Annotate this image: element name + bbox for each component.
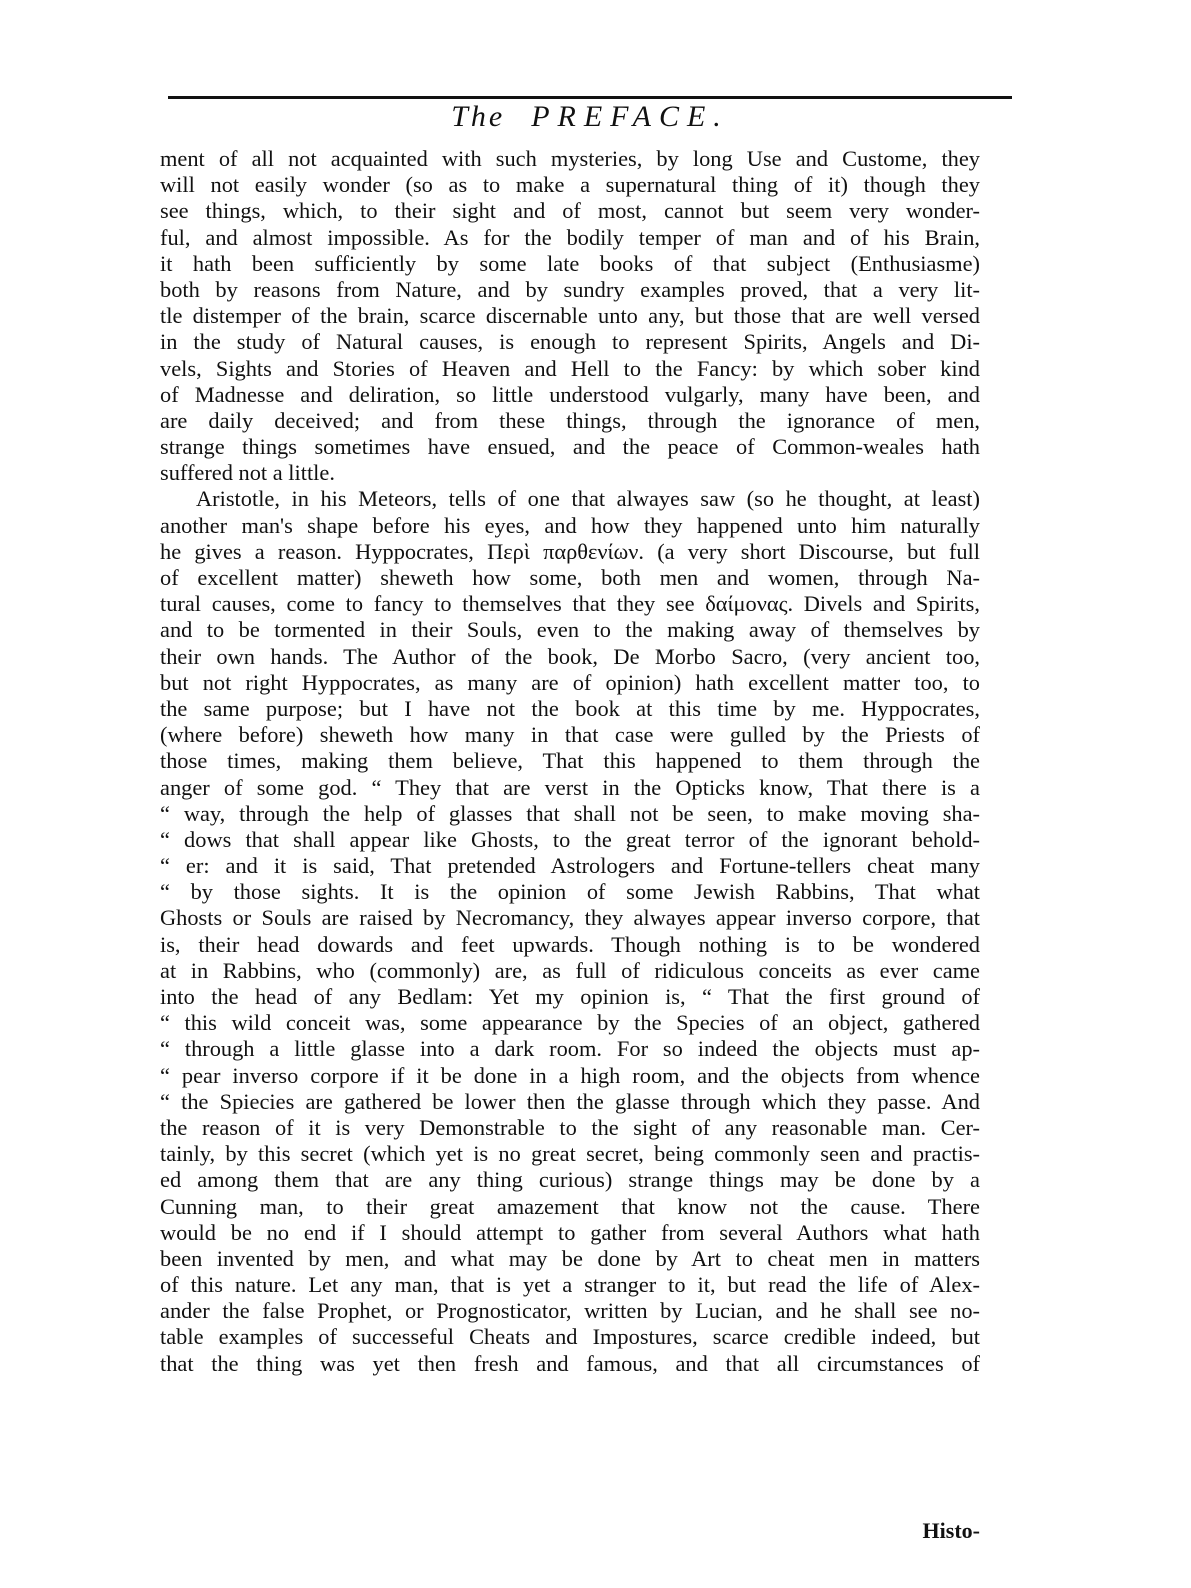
text-line: into the head of any Bedlam: Yet my opinion is, “ That the first ground of	[160, 984, 980, 1009]
header-rule	[168, 96, 1012, 99]
text-line: of Madnesse and deliration, so little understood vulgarly, many have been, and	[160, 381, 980, 407]
text-line: the same purpose; but I have not the book at this time by me. Hyppocrates,	[160, 695, 980, 721]
text-line: ed among them that are any thing curious) strange things may be done by a	[160, 1167, 980, 1193]
text-line: it hath been sufficiently by some late books of that subject (Enthusiasme)	[160, 250, 980, 276]
running-header	[168, 100, 1012, 134]
text-line: of this nature. Let any man, that is yet a stranger to it, but read the life of Alex-	[160, 1272, 980, 1298]
text-line: see things, which, to their sight and of most, cannot but seem very wonder-	[160, 198, 980, 224]
text-line: Aristotle, in his Meteors, tells of one that alwayes saw (so he thought, at least)	[196, 486, 980, 512]
text-line: “ er: and it is said, That pretended Astrologers and Fortune-tellers cheat many	[160, 853, 980, 879]
text-line: vels, Sights and Stories of Heaven and Hell to the Fancy: by which sober kind	[160, 355, 980, 381]
text-line: “ through a little glasse into a dark room. For so indeed the objects must ap-	[160, 1036, 980, 1062]
text-line: is, their head dowards and feet upwards. Though nothing is to be wondered	[160, 931, 980, 957]
text-line: “ the Spiecies are gathered be lower then the glasse through which they passe. And	[160, 1088, 980, 1114]
catchword: Histo-	[922, 1518, 980, 1543]
text-line: “ dows that shall appear like Ghosts, to the great terror of the ignorant behold-	[160, 826, 980, 852]
body-text	[160, 146, 980, 1377]
text-line: and to be tormented in their Souls, even to the making away of themselves by	[160, 617, 980, 643]
text-line: been invented by men, and what may be done by Art to cheat men in matters	[160, 1245, 980, 1271]
text-line: he gives a reason. Hyppocrates, Περὶ παρθενίων. (a very short Discourse, but full	[160, 538, 980, 564]
text-line: will not easily wonder (so as to make a supernatural thing of it) though they	[160, 172, 980, 198]
text-line: “ this wild conceit was, some appearance by the Species of an object, gathered	[160, 1010, 980, 1036]
text-line: that the thing was yet then fresh and famous, and that all circumstances of	[160, 1350, 980, 1376]
text-line: another man's shape before his eyes, and how they happened unto him naturally	[160, 512, 980, 538]
text-line: ander the false Prophet, or Prognosticator, written by Lucian, and he shall see no-	[160, 1298, 980, 1324]
text-line: are daily deceived; and from these things, through the ignorance of men,	[160, 407, 980, 433]
text-line: (where before) sheweth how many in that case were gulled by the Priests of	[160, 722, 980, 748]
text-line: Cunning man, to their great amazement that know not the cause. There	[160, 1193, 980, 1219]
text-line: “ way, through the help of glasses that shall not be seen, to make moving sha-	[160, 800, 980, 826]
header-title: PREFACE.	[531, 100, 729, 133]
text-line: at in Rabbins, who (commonly) are, as full of ridiculous conceits as ever came	[160, 957, 980, 983]
header-the: The	[451, 100, 506, 133]
text-line: “ pear inverso corpore if it be done in a high room, and the objects from whence	[160, 1062, 980, 1088]
text-line: both by reasons from Nature, and by sundry examples proved, that a very lit-	[160, 276, 980, 302]
text-line: tural causes, come to fancy to themselves that they see δαίμονας. Divels and Spirits,	[160, 591, 980, 617]
text-line: their own hands. The Author of the book, De Morbo Sacro, (very ancient too,	[160, 643, 980, 669]
text-line: the reason of it is very Demonstrable to the sight of any reasonable man. Cer-	[160, 1114, 980, 1140]
text-line: “ by those sights. It is the opinion of some Jewish Rabbins, That what	[160, 879, 980, 905]
text-line: would be no end if I should attempt to gather from several Authors what hath	[160, 1219, 980, 1245]
text-line: ment of all not acquainted with such mysteries, by long Use and Custome, they	[160, 146, 980, 171]
text-line: suffered not a little.	[160, 460, 335, 486]
text-line: tle distemper of the brain, scarce discernable unto any, but those that are well versed	[160, 303, 980, 329]
text-line: table examples of successeful Cheats and Impostures, scarce credible indeed, but	[160, 1324, 980, 1350]
text-line: those times, making them believe, That this happened to them through the	[160, 748, 980, 774]
text-line: ful, and almost impossible. As for the bodily temper of man and of his Brain,	[160, 224, 980, 250]
text-line: strange things sometimes have ensued, and the peace of Common-weales hath	[160, 434, 980, 460]
text-line: anger of some god. “ They that are verst in the Opticks know, That there is a	[160, 774, 980, 800]
text-line: tainly, by this secret (which yet is no great secret, being commonly seen and practis-	[160, 1141, 980, 1167]
text-line: in the study of Natural causes, is enough to represent Spirits, Angels and Di-	[160, 329, 980, 355]
text-line: Ghosts or Souls are raised by Necromancy, they alwayes appear inverso corpore, that	[160, 905, 980, 931]
text-line: of excellent matter) sheweth how some, both men and women, through Na-	[160, 565, 980, 590]
text-line: but not right Hyppocrates, as many are of opinion) hath excellent matter too, to	[160, 669, 980, 695]
